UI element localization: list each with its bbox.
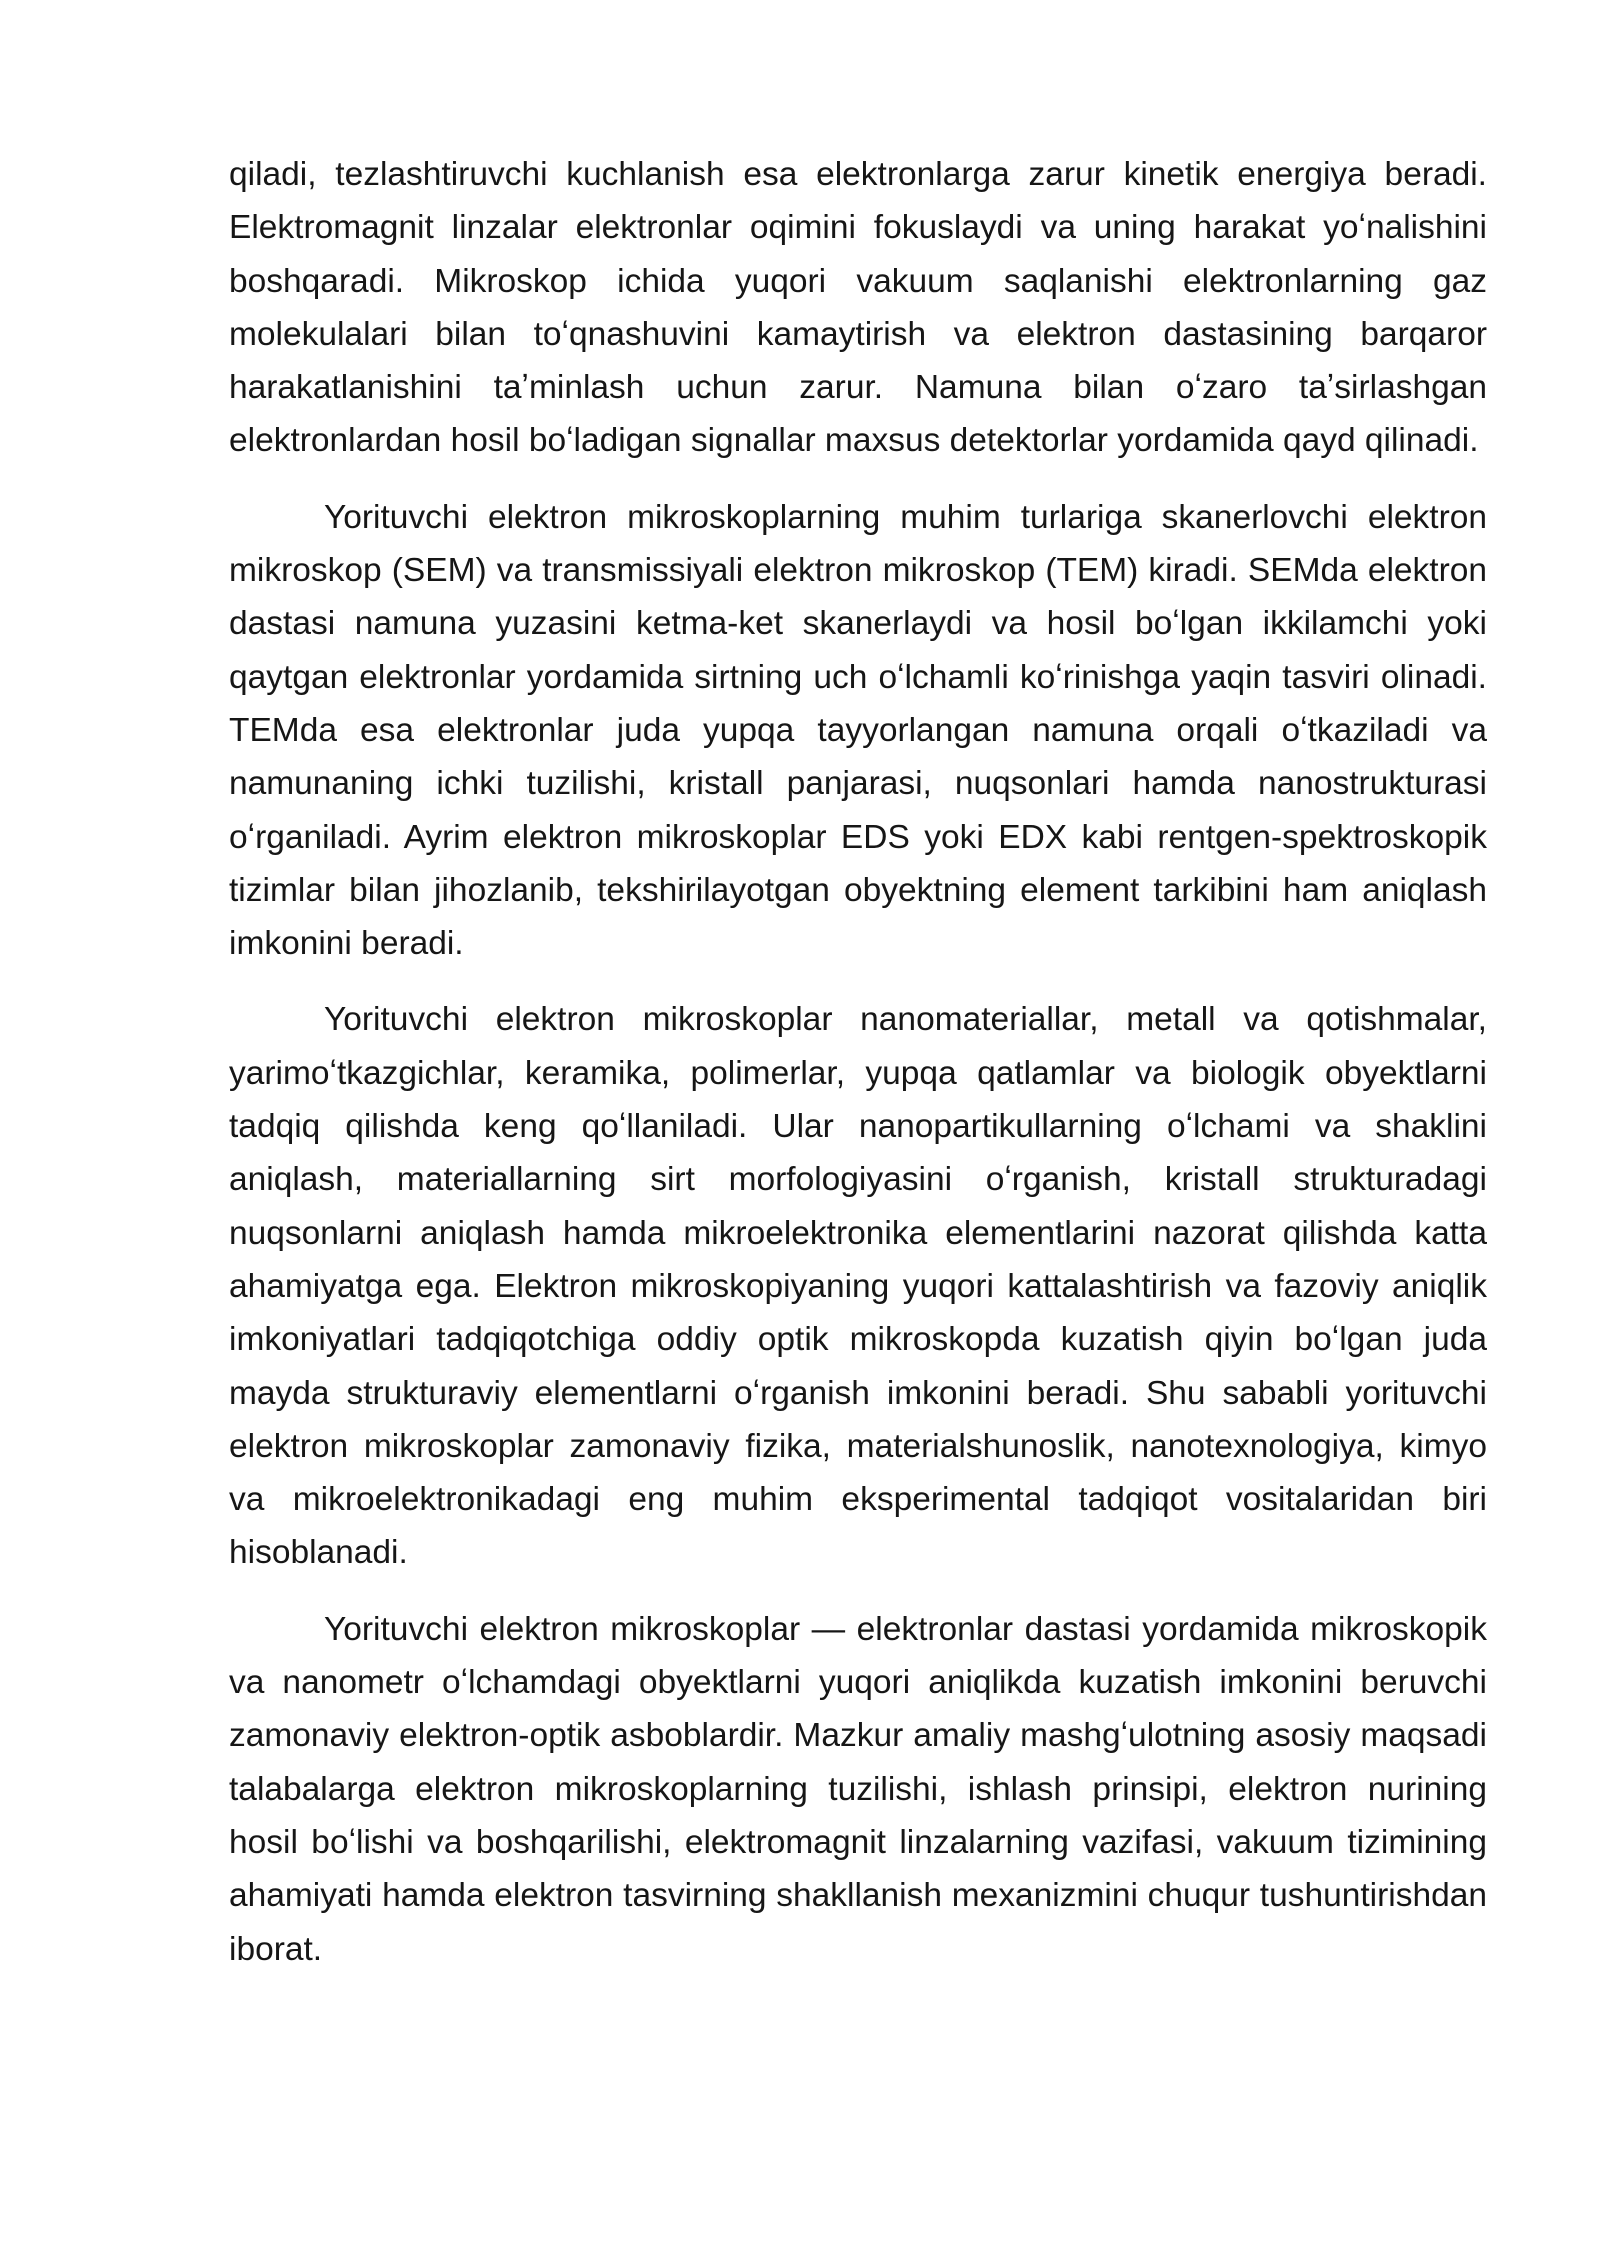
- paragraph-continuation: qiladi, tezlashtiruvchi kuchlanish esa elektronlarga zarur kinetik energiya beradi. Elektromagnit linzalar elektronlar oqimini fokuslaydi va uning harakat yoʻnalishini boshqaradi. Mikroskop ichida yuqori vakuum saqlanishi elektronlarning gaz molekulalari bilan toʻqnashuvini kamaytirish va elektron dastasining barqaror harakatlanishini taʼminlash uchun zarur. Namuna bilan oʻzaro taʼsirlashgan elektronlardan hosil boʻladigan signallar maxsus detektorlar yordamida qayd qilinadi.: [229, 156, 1487, 460]
- paragraph-microscope-types: Yorituvchi elektron mikroskoplarning muhim turlariga skanerlovchi elektron mikroskop (SEM) va transmissiyali elektron mikroskop (TEM) kiradi. SEMda elektron dastasi namuna yuzasini ketma-ket skanerlaydi va hosil boʻlgan ikkilamchi yoki qaytgan elektronlar yordamida sirtning uch oʻlchamli koʻrinishga yaqin tasviri olinadi. TEMda esa elektronlar juda yupqa tayyorlangan namuna orqali oʻtkaziladi va namunaning ichki tuzilishi, kristall panjarasi, nuqsonlari hamda nanostrukturasi oʻrganiladi. Ayrim elektron mikroskoplar EDS yoki EDX kabi rentgen-spektroskopik tizimlar bilan jihozlanib, tekshirilayotgan obyektning element tarkibini ham aniqlash imkonini beradi.: [229, 498, 1487, 963]
- document-body: [229, 148, 1487, 1999]
- paragraph-applications: Yorituvchi elektron mikroskoplar nanomateriallar, metall va qotishmalar, yarimoʻtkazgichlar, keramika, polimerlar, yupqa qatlamlar va biologik obyektlarni tadqiq qilishda keng qoʻllaniladi. Ular nanopartikullarning oʻlchami va shaklini aniqlash, materiallarning sirt morfologiyasini oʻrganish, kristall strukturadagi nuqsonlarni aniqlash hamda mikroelektronika elementlarini nazorat qilishda katta ahamiyatga ega. Elektron mikroskopiyaning yuqori kattalashtirish va fazoviy aniqlik imkoniyatlari tadqiqotchiga oddiy optik mikroskopda kuzatish qiyin boʻlgan juda mayda strukturaviy elementlarni oʻrganish imkonini beradi. Shu sababli yorituvchi elektron mikroskoplar zamonaviy fizika, materialshunoslik, nanotexnologiya, kimyo va mikroelektronikadagi eng muhim eksperimental tadqiqot vositalaridan biri hisoblanadi.: [229, 1001, 1487, 1572]
- paragraph-purpose: Yorituvchi elektron mikroskoplar — elektronlar dastasi yordamida mikroskopik va nanometr oʻlchamdagi obyektlarni yuqori aniqlikda kuzatish imkonini beruvchi zamonaviy elektron-optik asboblardir. Mazkur amaliy mashgʻulotning asosiy maqsadi talabalarga elektron mikroskoplarning tuzilishi, ishlash prinsipi, elektron nurining hosil boʻlishi va boshqarilishi, elektromagnit linzalarning vazifasi, vakuum tizimining ahamiyati hamda elektron tasvirning shakllanish mexanizmini chuqur tushuntirishdan iborat.: [229, 1610, 1487, 1968]
